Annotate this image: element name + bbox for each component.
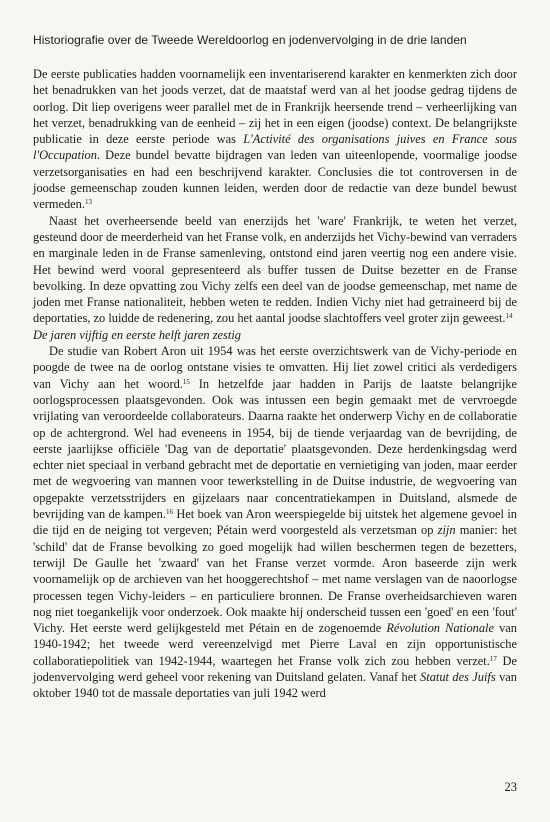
footnote-ref: 15 — [182, 377, 190, 386]
running-head: Historiografie over de Tweede Wereldoorlog en jodenvervolging in de drie landen — [33, 33, 467, 47]
text-run: De jodenvervolging werd geheel voor rekening van Duitsland gelaten. Vanaf het — [33, 653, 517, 684]
text-run: Het boek van Aron weerspiegelde bij uitstek het algemene gevoel in die tijd en de neiging tot vergeven; Pétain werd voorgesteld als verzetsman op — [33, 507, 517, 538]
footnote-ref: 13 — [84, 198, 92, 207]
text-run: manier: het 'schild' dat de Franse bevolking zo goed mogelijk had willen beschermen tegen de bezetters, terwijl De Gaulle het 'zwaard' van het Franse verzet vormde. Aron baseerde zijn werk voornamelijk op de archieven van het hooggerechtshof – met name verslagen van de naoorlogse processen tegen Vichy-leiders – en particuliere bronnen. De Franse overheidsarchieven waren nog niet toegankelijk voor onderzoek. Ook maakte hij onderscheid tussen een 'goed' en een 'fout' Vichy. Het eerste werd gelijkgesteld met Pétain en de zogenoemde — [33, 523, 517, 636]
text-run: . Deze bundel bevatte bijdragen van leden van uiteenlopende, voormalige joodse verzetsorganisaties en had een beschrijvend karakter. Conclusies die tot controversen in de joodse gemeenschap zouden kunnen leiden, werden door de redactie van deze bundel bewust vermeden. — [33, 148, 517, 212]
emphasis: Statut des Juifs — [420, 669, 496, 684]
paragraph-1 — [33, 66, 517, 213]
section-heading: De jaren vijftig en eerste helft jaren zestig — [33, 327, 241, 342]
footnote-ref: 14 — [505, 312, 513, 321]
emphasis: Révolution Nationale — [386, 621, 494, 636]
body-text — [33, 66, 517, 702]
paragraph-2 — [33, 213, 517, 327]
footnote-ref: 16 — [165, 508, 173, 517]
text-run: In hetzelfde jaar hadden in Parijs de laatste belangrijke oorlogsprocessen plaatsgevonden. Ook was intussen een begin gemaakt met de vervroegde vrijlating van veroordeelde collaborateurs. Daarna raakte het onderwerp Vichy en de collaboratie op de achtergrond. Wel had eveneens in 1954, bij de tiende verjaardag van de bevrijding, de eerste jaarlijkse officiële 'Dag van de deportatie' plaatsgevonden. Deze herdenkingsdag werd echter niet speciaal in verband gebracht met de deportatie en vernietiging van joden, maar eerder met de wegvoering van mannen voor tewerkstelling in de Duitse industrie, de wegvoering van opgepakte verzetsstrijders en gijzelaars naar concentratiekampen in Duitsland, alsmede de bevrijding van de kampen. — [33, 376, 517, 522]
page-number: 23 — [504, 780, 517, 794]
emphasis: zijn — [437, 523, 456, 538]
text-run: Naast het overheersende beeld van enerzijds het 'ware' Frankrijk, te weten het verzet, gesteund door de meerderheid van het Franse volk, en anderzijds het Vichy-bewind van verraders en marginale leden in de Franse samenleving, ontstond eind jaren veertig nog een andere visie. Het bewind werd vooral gepresenteerd als buffer tussen de Duitse bezetter en de Franse bevolking. In deze opvatting zou Vichy zelfs een deel van de joodse gemeenschap, met name de joden met Franse nationaliteit, hebben weten te redden. Indien Vichy niet had getraineerd bij de deportaties, zo luidde de redenering, zou het aantal joodse slachtoffers veel groter zijn geweest. — [33, 213, 517, 326]
paragraph-3 — [33, 343, 517, 702]
text-run: van 1940-1942; het tweede werd vereenzelvigd met Pierre Laval en zijn opportunistische collaboratiepolitiek van 1942-1944, waartegen het Franse volk zich zou hebben verzet. — [33, 621, 517, 668]
footnote-ref: 17 — [489, 654, 497, 663]
book-title: L'Activité des organisations juives en France sous l'Occupation — [33, 132, 517, 163]
text-run: De studie van Robert Aron uit 1954 was het eerste overzichtswerk van de Vichy-periode en poogde de twee na de oorlog ontstane visies te omvatten. Hij liet zowel critici als verdedigers van Vichy aan het woord. — [33, 344, 517, 391]
text-run: van oktober 1940 tot de massale deportaties van juli 1942 werd — [33, 669, 517, 701]
text-run: De eerste publicaties hadden voornamelijk een inventariserend karakter en kenmerkten zich door het benadrukken van het joods verzet, dat de maatstaf werd van al het joodse gedrag tijdens de oorlog. Dit liep overigens weer parallel met de in Frankrijk heersende trend – verheerlijking van het verzet, benadrukking van de eenheid – zij het in een eigen (joodse) context. De belangrijkste publicatie in deze eerste periode was — [33, 67, 517, 147]
